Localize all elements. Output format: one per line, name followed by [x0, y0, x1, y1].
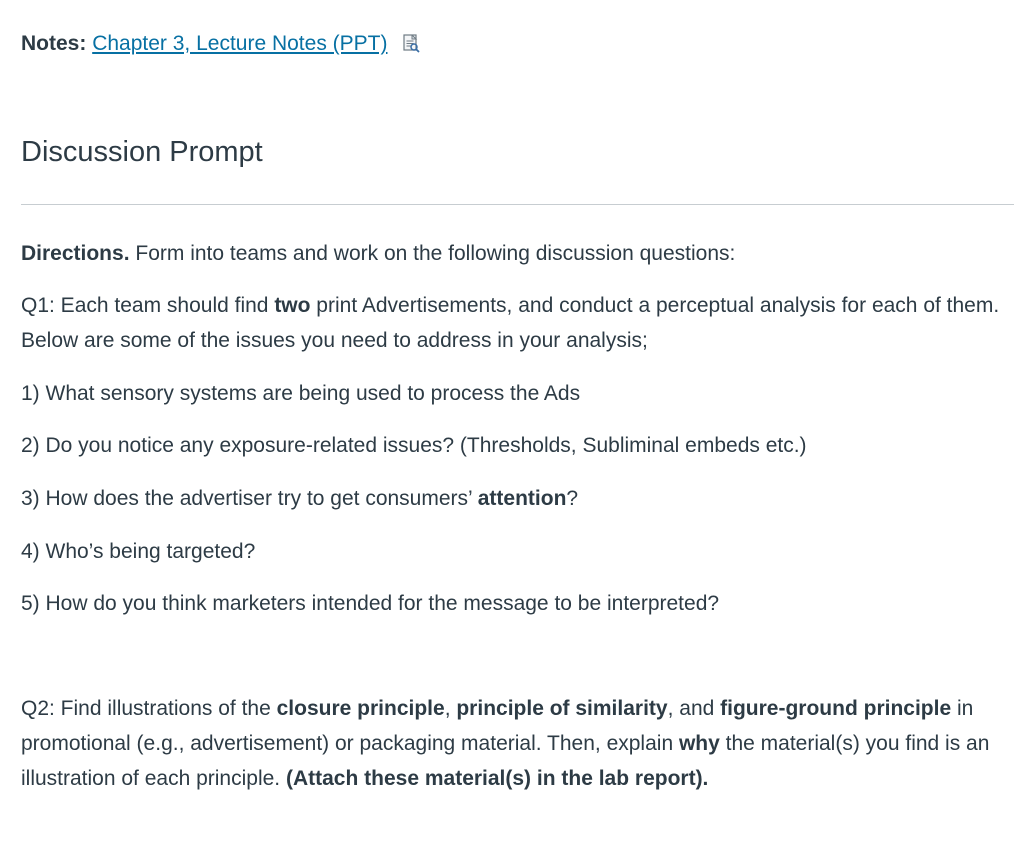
- q2-bold-attach: (Attach these material(s) in the lab report).: [285, 767, 709, 790]
- document-preview-icon[interactable]: [401, 33, 421, 53]
- q2-bold-similarity: principle of similarity: [456, 697, 668, 720]
- q1-text-continued: print Advertisements, and conduct a perceptual analysis for each of them. Below are some of the issues you need to address in your analysis;: [21, 294, 1000, 352]
- issue-item-5: 5) How do you think marketers intended for the message to be interpreted?: [21, 592, 720, 615]
- section-divider: [21, 204, 1014, 205]
- q2-sep: , and: [667, 697, 721, 720]
- issue-item-3-end: ?: [566, 487, 579, 510]
- notes-label: Notes:: [21, 32, 87, 55]
- q1-paragraph: [21, 288, 1006, 358]
- directions-paragraph: [21, 236, 1006, 271]
- issue-item-2: 2) Do you notice any exposure-related issues? (Thresholds, Subliminal embeds etc.): [21, 434, 807, 457]
- issue-item-4: 4) Who’s being targeted?: [21, 540, 256, 563]
- q2-bold-closure: closure principle: [276, 697, 445, 720]
- issue-item-3-bold: attention: [477, 487, 567, 510]
- q2-text-continued: the material(s) you find is an illustration of each principle.: [21, 732, 990, 790]
- q2-bold-figure-ground: figure-ground principle: [720, 697, 952, 720]
- issue-item-1: 1) What sensory systems are being used to process the Ads: [21, 382, 581, 405]
- directions-text: Form into teams and work on the following discussion questions:: [129, 242, 736, 265]
- lecture-notes-link[interactable]: Chapter 3, Lecture Notes (PPT): [92, 32, 388, 55]
- q1-bold-two: two: [274, 294, 311, 317]
- q2-bold-why: why: [678, 732, 720, 755]
- notes-line: [21, 30, 421, 58]
- q2-sep: ,: [444, 697, 457, 720]
- q2-text: Q2: Find illustrations of the: [21, 697, 277, 720]
- q2-text-continued: in promotional (e.g., advertisement) or packaging material. Then, explain: [21, 697, 974, 755]
- directions-label: Directions.: [21, 242, 130, 265]
- section-title: Discussion Prompt: [21, 136, 263, 168]
- issue-item-3-text: 3) How does the advertiser try to get consumers’: [21, 487, 478, 510]
- issue-item-3: [21, 481, 1006, 516]
- q2-paragraph: [21, 691, 1006, 796]
- q1-text: Q1: Each team should find: [21, 294, 275, 317]
